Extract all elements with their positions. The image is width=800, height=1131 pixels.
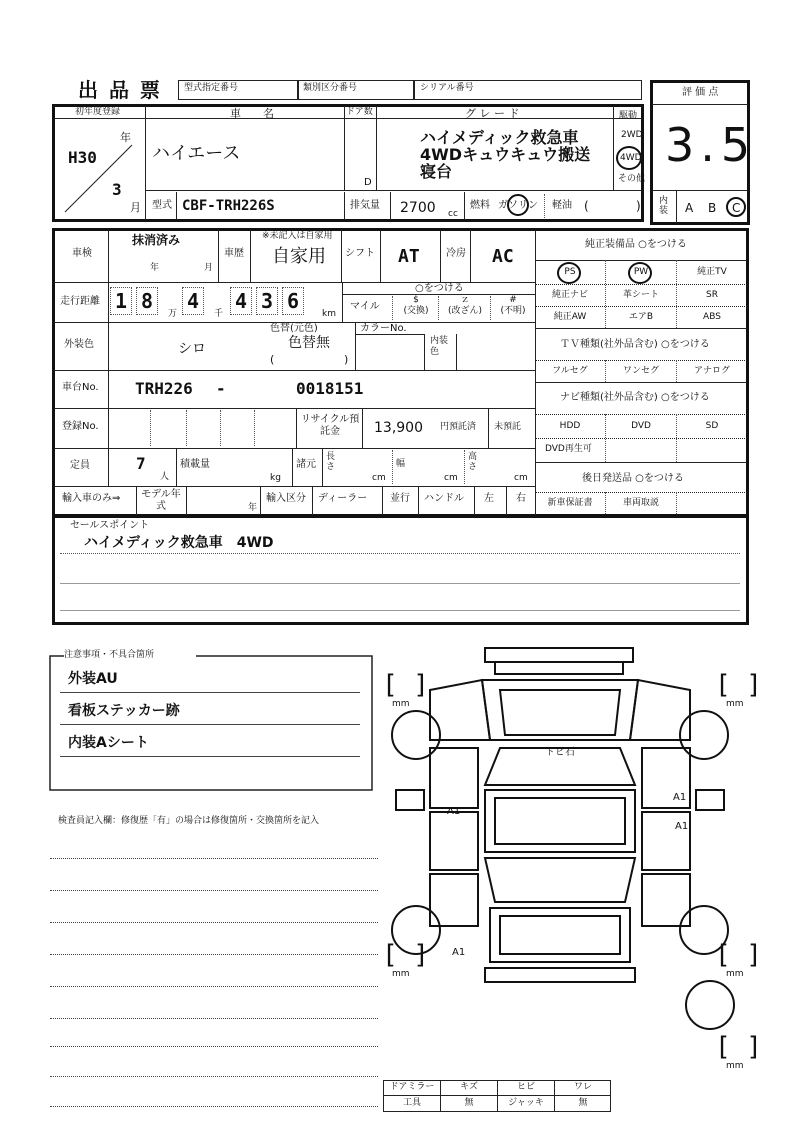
recolor-value: 色替無 [288, 335, 330, 351]
history-label: 車歴 [224, 248, 244, 259]
mileage-digit-1: 1 [110, 287, 132, 315]
shift-value: AT [398, 246, 420, 267]
shaken-month: 月 [204, 263, 214, 273]
later-warranty: 新車保証書 [547, 498, 593, 508]
spare-tire [686, 981, 734, 1029]
mileage-digit-2: 8 [136, 287, 158, 315]
recycle-paid: 円預託済 [440, 422, 477, 432]
year-unit: 年 [120, 131, 131, 144]
displacement-value: 2700 [400, 200, 436, 216]
serial-no-label: シリアル番号 [420, 83, 474, 93]
diagram-mark-tobi: トビ石 [545, 747, 575, 758]
import-dealer: ディーラー [318, 493, 368, 504]
ac-label: 冷房 [446, 248, 466, 259]
navi-dvd: DVD [631, 421, 651, 431]
tv-analog: アナログ [693, 366, 730, 376]
mm-rl: mm [392, 969, 410, 979]
mileage-man: 万 [168, 309, 178, 319]
mileage-exchange-sym: $ [413, 295, 419, 305]
sales-point-text: ハイメディック救急車 4WD [84, 535, 274, 551]
glass-header-break: ワレ [573, 1082, 592, 1092]
tv-title: ＴＶ種類(社外品含む) ○をつける [560, 339, 710, 350]
grade-line-3: 寝台 [420, 162, 453, 181]
sheet-title: 出 品 票 [78, 78, 162, 102]
later-title: 後日発送品 ○をつける [582, 473, 684, 484]
interior-grade-b: B [708, 201, 717, 215]
model-year-label: モデル年式 [141, 489, 181, 512]
shaken-value: 抹消済み [132, 233, 181, 247]
shaken-year: 年 [150, 263, 160, 273]
drive-label: 駆動 [619, 111, 638, 121]
mileage-label: 走行距離 [60, 296, 100, 307]
recycle-value: 13,900 [374, 420, 423, 436]
bracket-rl: [ ] [382, 940, 429, 970]
history-value: 自家用 [272, 246, 326, 267]
import-left: 左 [484, 493, 494, 504]
capacity-value: 7 [136, 454, 146, 473]
doors-d: D [364, 177, 372, 188]
equip-ps: PS [564, 267, 576, 277]
interior-selected-circle [726, 197, 746, 217]
height-cm: cm [514, 473, 528, 483]
capacity-label: 定員 [70, 460, 90, 471]
recolor-label: 色替(元色) [270, 323, 318, 334]
length-label: 長さ [326, 452, 336, 472]
inspector-label: 検査員記入欄：修復歴「有」の場合は修復箇所・交換箇所を記入 [58, 816, 320, 826]
import-parallel: 並行 [390, 493, 410, 504]
displacement-label: 排気量 [350, 200, 380, 211]
import-class-label: 輸入区分 [266, 493, 306, 504]
recycle-unpaid: 未預託 [494, 422, 522, 432]
dims-label: 諸元 [296, 459, 316, 470]
mileage-sen: 千 [214, 309, 224, 319]
navi-sd: SD [705, 421, 719, 431]
capacity-unit: 人 [160, 472, 170, 482]
mileage-altered: (改ざん) [447, 306, 483, 316]
equip-tv: 純正TV [697, 267, 727, 277]
tools-label: 工具 [402, 1098, 421, 1108]
equip-abs: ABS [703, 312, 721, 322]
import-right: 右 [516, 493, 526, 504]
fuel-paren-close: ) [636, 199, 641, 213]
glass-header-mirror: ドアミラー [389, 1082, 435, 1092]
tv-fullseg: フルセグ [552, 366, 588, 376]
equip-pw-circle [628, 262, 652, 284]
diagram-mark-a1-right-upper: A1 [673, 792, 687, 803]
doors-label: ドア数 [346, 107, 373, 117]
equip-sr: SR [706, 290, 718, 300]
grade-line-1: ハイメディック救急車 [420, 128, 579, 147]
month-unit: 月 [130, 201, 141, 214]
genuine-title: 純正装備品 ○をつける [585, 239, 687, 250]
color-value: シロ [178, 341, 206, 357]
rating-value: 3.5 [665, 118, 757, 172]
roof [485, 790, 635, 852]
rating-label: 評 価 点 [682, 87, 719, 98]
jack-value: 無 [578, 1098, 588, 1108]
mileage-mark-label: ○をつける [415, 283, 464, 294]
diagram-mark-a1-rear: A1 [452, 947, 466, 958]
recolor-paren-close: ) [344, 353, 349, 366]
registration-label: 登録No. [62, 421, 99, 432]
chassis-dash: - [216, 379, 226, 398]
glass-header-crack: ヒビ [516, 1082, 535, 1092]
chassis-prefix: TRH226 [135, 379, 193, 398]
mileage-mile: マイル [350, 301, 380, 312]
equip-ps-circle [557, 262, 581, 284]
tv-oneseg: ワンセグ [622, 366, 659, 376]
note-item-3: 内装Aシート [68, 735, 149, 751]
color-label: 外装色 [64, 339, 94, 350]
drive-4wd: 4WD [620, 153, 642, 163]
tire-front-right [680, 711, 728, 759]
fuel-paren-open: ( [584, 199, 589, 213]
first-reg-label: 初年度登録 [75, 107, 121, 117]
fuel-gasoline: ガソリン [498, 200, 538, 211]
chassis-label: 車台No. [62, 382, 99, 393]
left-rear-door [430, 812, 478, 870]
mm-spare: mm [726, 1061, 744, 1071]
car-damage-diagram [390, 640, 750, 1040]
mileage-altered-sym: ｚ [460, 295, 470, 305]
rear-window [485, 858, 635, 902]
mileage-digit-4: 4 [230, 287, 252, 315]
mm-rr: mm [726, 969, 744, 979]
import-year-unit: 年 [248, 503, 258, 513]
mileage-digit-5: 3 [256, 287, 278, 315]
mileage-unit: km [322, 309, 336, 319]
fuel-selected-circle [507, 194, 529, 216]
interior-grade-a: A [685, 201, 694, 215]
equip-leather: 革シート [622, 290, 659, 300]
diagram-mark-a1-left: A1 [447, 806, 461, 817]
mm-fr: mm [726, 699, 744, 709]
width-cm: cm [444, 473, 458, 483]
sales-point-label: セールスポイント [70, 520, 150, 531]
bracket-fr: [ ] [715, 670, 762, 700]
width-label: 幅 [396, 459, 406, 469]
note-item-2: 看板ステッカー跡 [68, 703, 180, 719]
height-label: 高さ [468, 452, 478, 472]
mm-fl: mm [392, 699, 410, 709]
fuel-label: 燃料 [470, 200, 490, 211]
history-note: ※未記入は自家用 [262, 231, 333, 241]
mileage-digit-3: 4 [182, 287, 204, 315]
equip-navi: 純正ナビ [551, 290, 588, 300]
shift-label: シフト [345, 248, 375, 259]
bracket-rr: [ ] [715, 940, 762, 970]
first-reg-month: 3 [112, 180, 122, 199]
category-no-label: 類別区分番号 [303, 83, 358, 93]
jack-label: ジャッキ [508, 1098, 544, 1108]
drive-other: その他 [618, 174, 646, 184]
drive-2wd: 2WD [621, 130, 643, 140]
recolor-paren-open: ( [270, 353, 275, 366]
later-manual: 車両取説 [622, 498, 659, 508]
model-label: 型式 [152, 200, 172, 211]
first-reg-year: H30 [68, 148, 97, 167]
front-bumper [485, 648, 633, 662]
diagram-mark-a1-right-lower: A1 [675, 821, 689, 832]
sales-point-box [52, 515, 749, 625]
mileage-unknown: (不明) [500, 306, 526, 316]
mileage-exchange: (交換) [403, 306, 429, 316]
notes-label: 注意事項・不具合箇所 [64, 650, 155, 660]
left-front-door [430, 748, 478, 808]
drive-4wd-circle [616, 146, 642, 170]
ac-value: AC [492, 246, 514, 267]
equip-airbag: エアB [628, 312, 654, 322]
tools-value: 無 [464, 1098, 474, 1108]
displacement-unit: cc [448, 209, 458, 219]
color-no-label: カラーNo. [360, 323, 407, 334]
load-unit: kg [270, 473, 281, 483]
navi-title: ナビ種類(社外品含む) ○をつける [560, 392, 710, 403]
equip-aw: 純正AW [553, 312, 587, 322]
rear-bumper [485, 968, 635, 982]
vehicle-name: ハイエース [152, 143, 241, 164]
load-label: 積載量 [180, 459, 210, 470]
glass-header-scratch: キズ [460, 1082, 478, 1092]
chassis-number: 0018151 [296, 379, 364, 398]
bracket-fl: [ ] [382, 670, 429, 700]
date-slash [60, 140, 140, 215]
grade-line-2: 4WDキュウキュウ搬送 [420, 145, 591, 164]
mileage-digit-6: 6 [282, 287, 304, 315]
fuel-light-oil: 軽油 [552, 200, 572, 211]
length-cm: cm [372, 473, 386, 483]
name-label: 車 名 [230, 107, 274, 120]
grade-label: グ レ ー ド [465, 107, 520, 120]
equip-pw: PW [633, 267, 649, 277]
import-handle: ハンドル [424, 493, 464, 504]
mileage-unknown-sym: # [509, 295, 517, 305]
interior-color-label: 内装色 [430, 336, 449, 357]
interior-grade-c: C [732, 201, 741, 215]
import-only-label: 輸入車のみ⇒ [62, 493, 121, 504]
shaken-label: 車検 [72, 248, 92, 259]
navi-hdd: HDD [559, 421, 581, 431]
bracket-spare: [ ] [715, 1032, 762, 1062]
tire-front-left [392, 711, 440, 759]
navi-dvd-play: DVD再生可 [545, 444, 592, 454]
model-value: CBF-TRH226S [182, 198, 275, 214]
interior-label: 内装 [659, 196, 669, 216]
recycle-label: リサイクル預託金 [300, 414, 360, 437]
note-item-1: 外装AU [68, 671, 118, 687]
model-spec-label: 型式指定番号 [184, 83, 239, 93]
